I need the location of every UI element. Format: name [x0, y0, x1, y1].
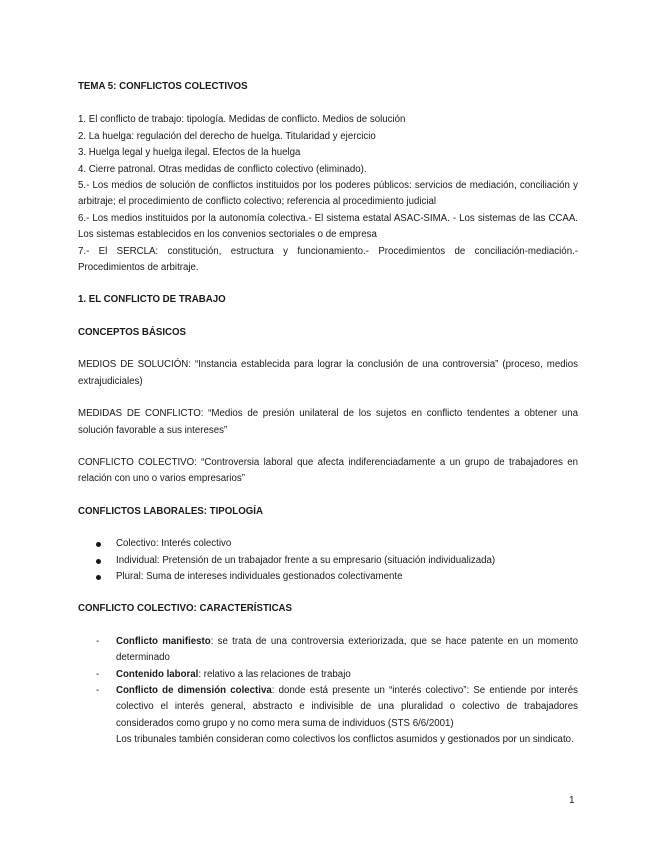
- dash-marker: -: [96, 684, 100, 696]
- bullet-icon: [96, 542, 101, 547]
- list-item: - Contenido laboral: relativo a las relaciones de trabajo: [78, 667, 578, 683]
- dash-marker: -: [96, 668, 100, 680]
- definition-paragraph: CONFLICTO COLECTIVO: “Controversia laboral que afecta indiferenciadamente a un grupo de trabajadores en relación con uno o varios empresarios”: [78, 456, 578, 485]
- tribunales-note: Los tribunales también consideran como colectivos los conflictos asumidos y gestionados por un sindicato.: [116, 734, 574, 746]
- toc-item: 4. Cierre patronal. Otras medidas de conflicto colectivo (eliminado).: [78, 163, 367, 175]
- toc-item: 1. El conflicto de trabajo: tipología. Medidas de conflicto. Medios de solución: [78, 114, 406, 126]
- toc-item: 6.- Los medios instituidos por la autonomía colectiva.- El sistema estatal ASAC-SIMA. - Los sistemas de las CCAA. Los sistemas establecidos en los convenios sectoriales o de empresa: [78, 212, 578, 241]
- document-page: [78, 79, 578, 749]
- toc-item: 7.- El SERCLA: constitución, estructura y funcionamiento.- Procedimientos de conciliación-mediación.- Procedimientos de arbitraje.: [78, 245, 578, 274]
- toc-item: 2. La huelga: regulación del derecho de huelga. Titularidad y ejercicio: [78, 130, 376, 142]
- list-item: Colectivo: Interés colectivo: [78, 536, 578, 552]
- tipologia-list: [78, 536, 578, 585]
- subsection-heading: CONCEPTOS BÁSICOS: [78, 326, 187, 338]
- list-item: - Conflicto manifiesto: se trata de una controversia exteriorizada, que se hace patente en un momento determinado: [96, 635, 578, 664]
- definition-paragraph: MEDIDAS DE CONFLICTO: “Medios de presión unilateral de los sujetos en conflicto tendentes a obtener una solución favorable a sus intereses”: [78, 408, 578, 436]
- definition-paragraph: MEDIOS DE SOLUCIÓN: “Instancia establecida para lograr la conclusión de una controversia” (proceso, medios extrajudiciales): [78, 359, 578, 387]
- list-item: Individual: Pretensión de un trabajador frente a su empresario (situación individualizada): [78, 553, 578, 569]
- caracteristicas-list: [78, 634, 578, 749]
- subsection-heading: CONFLICTO COLECTIVO: CARACTERÍSTICAS: [78, 603, 293, 615]
- list-item: - Conflicto de dimensión colectiva: donde está presente un “interés colectivo”: Se entiende por interés colectivo el interés general, abstracto e indivisible de una pluralidad o colectivo de trabajadores considerados como grupo y no como mera suma de individuos (STS 6/6/2001) Los tribunales también consideran como colectivos los conflictos asumidos y gestionados por un sindicato.: [96, 684, 578, 746]
- toc-item: 3. Huelga legal y huelga ilegal. Efectos de la huelga: [78, 147, 301, 159]
- section-heading: 1. EL CONFLICTO DE TRABAJO: [78, 294, 226, 306]
- list-item: Plural: Suma de intereses individuales gestionados colectivamente: [78, 569, 578, 585]
- dash-marker: -: [96, 635, 100, 647]
- subsection-heading: CONFLICTOS LABORALES: TIPOLOGÍA: [78, 505, 263, 517]
- page-number: 1: [569, 795, 575, 806]
- table-of-contents: [78, 112, 578, 276]
- document-title: TEMA 5: CONFLICTOS COLECTIVOS: [78, 81, 248, 92]
- toc-item: 5.- Los medios de solución de conflictos instituidos por los poderes públicos: servicios de mediación, conciliación y arbitraje; el procedimiento de conflicto colectivo; referencia al procedimiento judicial: [78, 180, 578, 208]
- bullet-icon: [96, 575, 101, 580]
- bullet-icon: [96, 559, 101, 564]
